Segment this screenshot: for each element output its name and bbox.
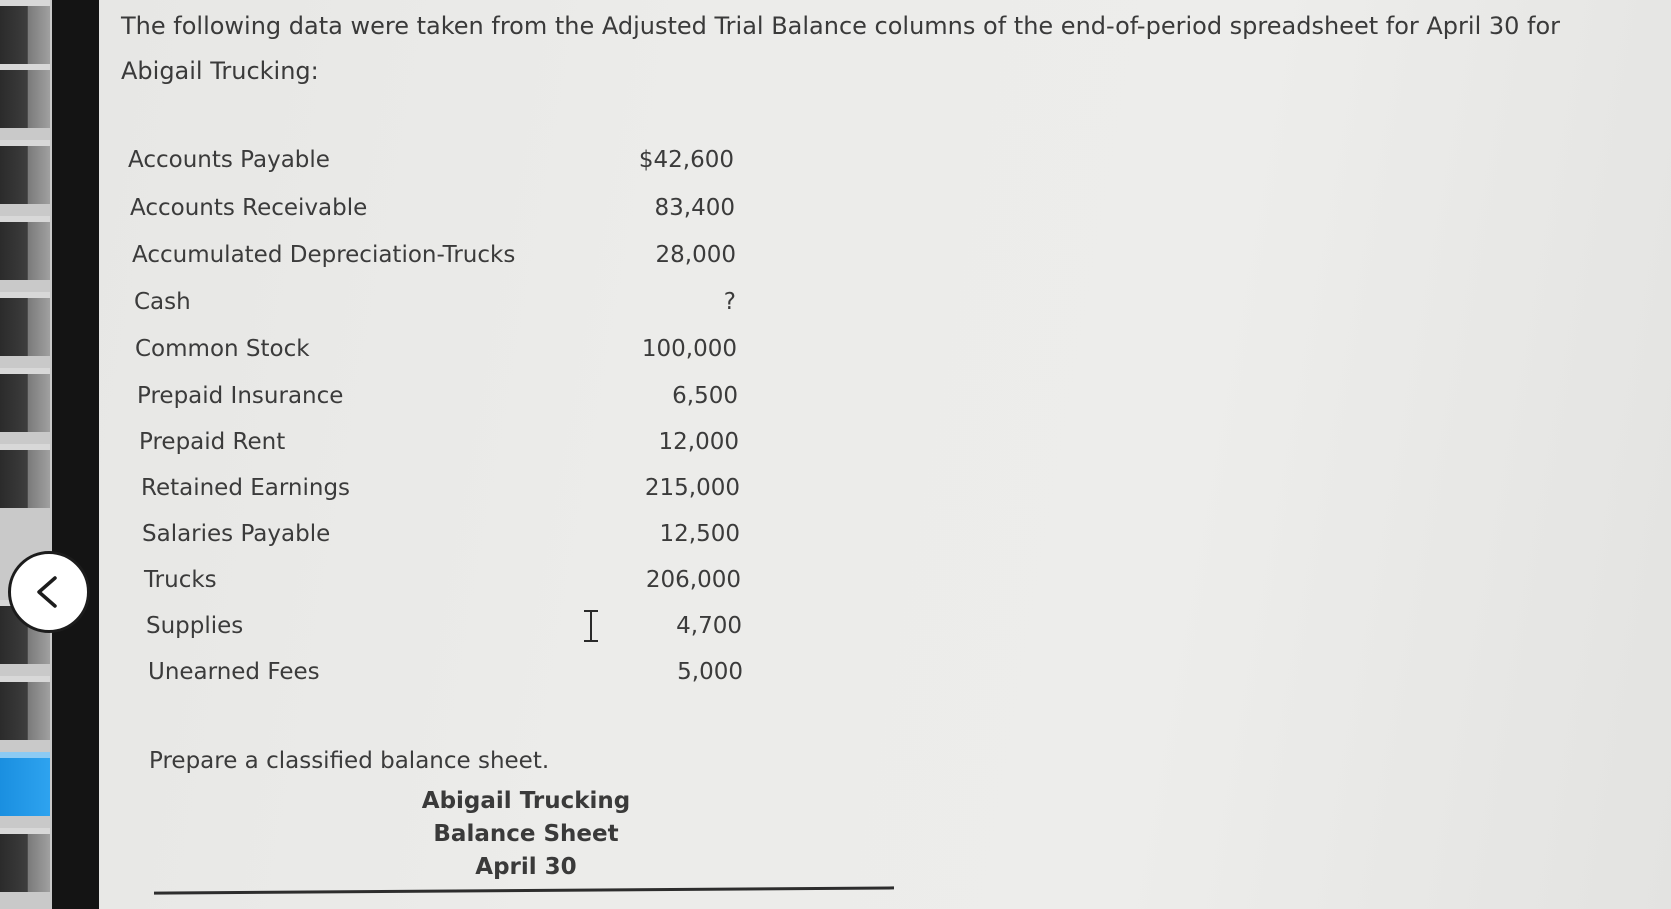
account-name: Salaries Payable <box>142 521 331 547</box>
trial-balance-row <box>148 652 743 692</box>
account-amount: 215,000 <box>644 475 740 501</box>
account-name: Prepaid Insurance <box>137 383 344 409</box>
account-name: Supplies <box>146 613 244 639</box>
thumbnail-tile[interactable] <box>0 828 50 892</box>
statement-date: April 30 <box>475 854 577 880</box>
statement-title: Balance Sheet <box>433 821 619 847</box>
trial-balance-row <box>132 235 736 275</box>
account-name: Accumulated Depreciation-Trucks <box>132 242 516 268</box>
account-name: Common Stock <box>135 336 310 362</box>
thumbnail-tile[interactable] <box>0 292 50 356</box>
trial-balance-row <box>141 468 740 508</box>
thumbnail-tile[interactable] <box>0 444 50 508</box>
trial-balance-row <box>139 422 739 462</box>
trial-balance-row <box>137 376 738 416</box>
company-name: Abigail Trucking <box>421 788 631 814</box>
trial-balance-row <box>146 606 742 646</box>
account-name: Cash <box>134 289 191 315</box>
trial-balance-row <box>135 329 737 369</box>
thumbnail-tile-active[interactable] <box>0 752 50 816</box>
account-amount: 100,000 <box>641 336 737 362</box>
account-amount: $42,600 <box>638 147 734 173</box>
account-name: Trucks <box>144 567 217 593</box>
account-amount: 5,000 <box>677 659 743 685</box>
account-name: Unearned Fees <box>148 659 320 685</box>
thumbnail-tile[interactable] <box>0 64 50 128</box>
thumbnail-tile[interactable] <box>0 0 50 64</box>
text-cursor-icon <box>580 608 602 644</box>
thumbnail-tile[interactable] <box>0 216 50 280</box>
trial-balance-row <box>144 560 741 600</box>
back-button[interactable] <box>8 551 90 633</box>
account-amount: 4,700 <box>676 613 742 639</box>
account-name: Accounts Receivable <box>130 195 368 221</box>
thumbnail-tile[interactable] <box>0 368 50 432</box>
account-name: Prepaid Rent <box>139 429 286 455</box>
trial-balance-row <box>128 140 734 180</box>
thumbnail-tile[interactable] <box>0 676 50 740</box>
instruction-text: Prepare a classified balance sheet. <box>149 748 550 774</box>
account-amount: 6,500 <box>672 383 738 409</box>
account-amount: 12,000 <box>658 429 739 455</box>
account-amount: 83,400 <box>654 195 735 221</box>
trial-balance-row <box>134 282 736 322</box>
account-name: Accounts Payable <box>128 147 330 173</box>
account-amount: 12,500 <box>659 521 740 547</box>
heading-underline <box>154 886 894 894</box>
thumbnail-tile[interactable] <box>0 140 50 204</box>
trial-balance-row <box>130 188 735 228</box>
account-amount: 206,000 <box>645 567 741 593</box>
thumbnail-strip <box>0 0 52 909</box>
account-name: Retained Earnings <box>141 475 351 501</box>
account-amount: 28,000 <box>655 242 736 268</box>
chevron-left-icon <box>29 572 69 612</box>
bezel-divider <box>52 0 99 909</box>
problem-intro: The following data were taken from the Adjusted Trial Balance columns of the end-of-period spreadsheet for April 30 for Abigail Trucking: <box>121 12 1561 85</box>
account-amount: ? <box>723 289 736 315</box>
trial-balance-row <box>142 514 740 554</box>
